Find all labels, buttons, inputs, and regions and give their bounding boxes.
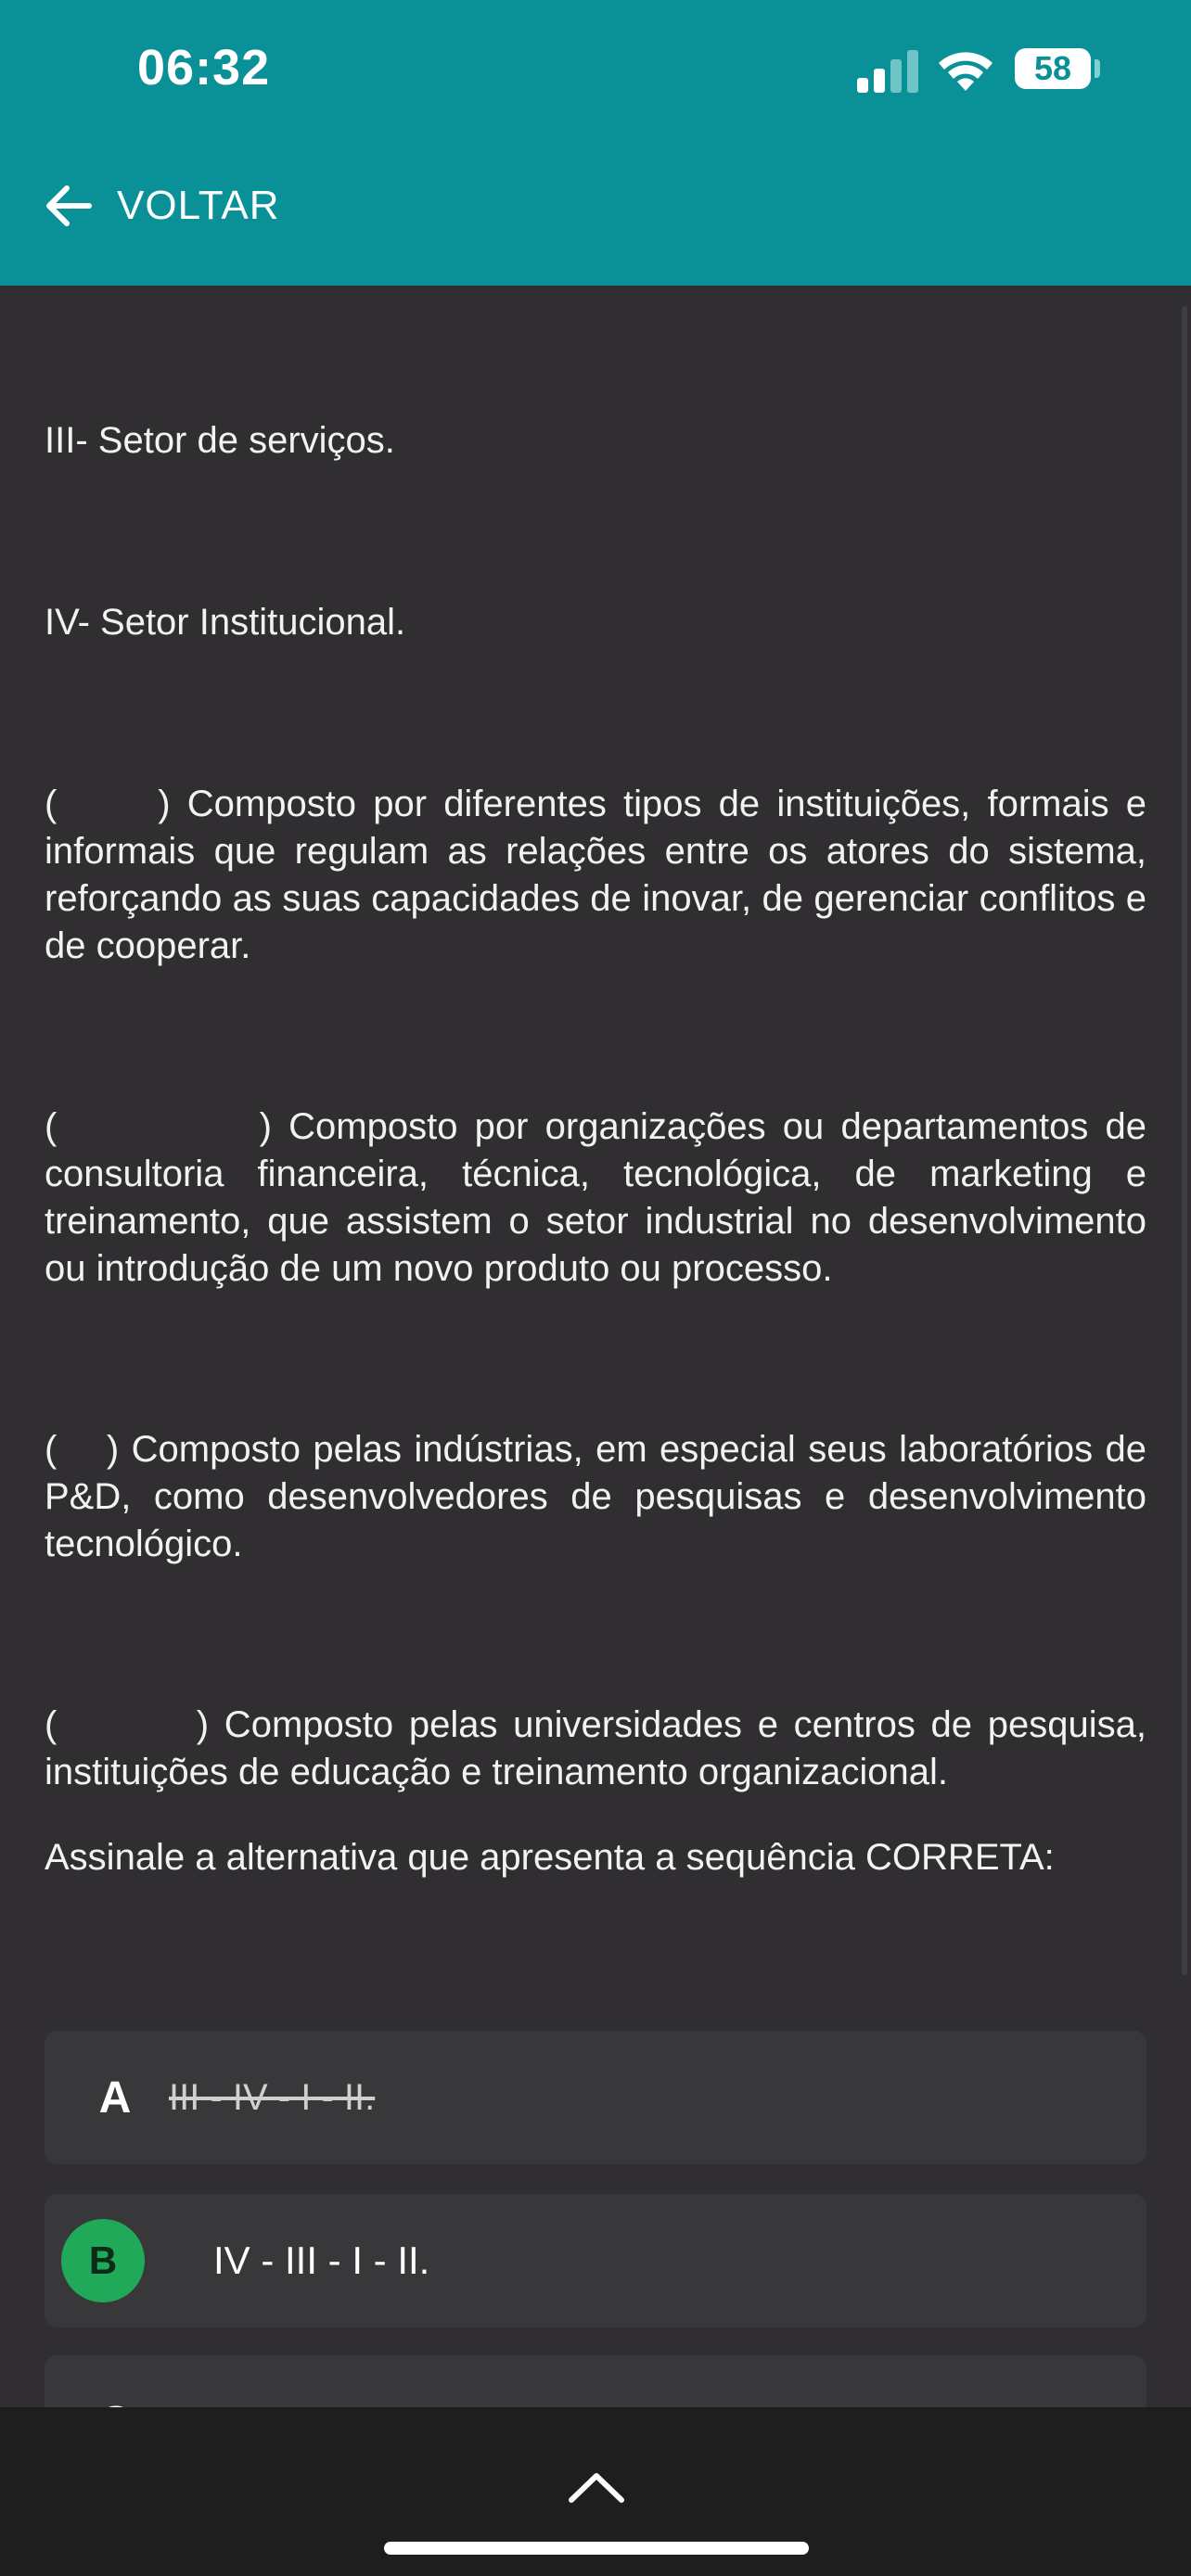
question-prompt: Assinale a alternativa que apresenta a sequência CORRETA: — [45, 1837, 1055, 1878]
option-text: III - IV - I - II. — [169, 2076, 376, 2118]
status-time: 06:32 — [137, 40, 271, 96]
back-arrow-icon — [41, 178, 96, 234]
battery-icon: 58 — [1015, 48, 1091, 89]
battery-tip — [1095, 59, 1100, 78]
app-header — [0, 0, 1191, 286]
option-b[interactable] — [45, 2194, 1146, 2327]
wifi-icon — [937, 46, 994, 93]
statement-iv: IV- Setor Institucional. — [45, 602, 406, 643]
back-button[interactable] — [41, 178, 280, 234]
back-label: VOLTAR — [117, 183, 280, 228]
chevron-up-icon[interactable] — [568, 2470, 625, 2504]
blank-item-3: ( ) Composto pelas indústrias, em especial seus laboratórios de P&D, como desenvolvedores de pesquisas e desenvolvimento tecnológico. — [45, 1429, 1158, 1564]
option-text: IV - III - I - II. — [213, 2238, 430, 2282]
scrollbar[interactable] — [1182, 306, 1187, 1975]
option-a[interactable] — [45, 2031, 1146, 2164]
option-letter: B — [88, 2238, 118, 2282]
signal-icon — [857, 50, 920, 93]
blank-item-4: ( ) Composto pelas universidades e centros de pesquisa, instituições de educação e treinamento organizacional. — [45, 1704, 1158, 1792]
home-indicator — [384, 2542, 809, 2555]
blank-item-1: ( ) Composto por diferentes tipos de instituições, formais e informais que regulam as relações entre os atores do sistema, reforçando as suas capacidades de inovar, de gerenciar conflitos e de cooperar. — [45, 784, 1158, 966]
option-letter: A — [98, 2072, 132, 2123]
statement-iii: III- Setor de serviços. — [45, 420, 395, 461]
blank-item-2: ( ) Composto por organizações ou departamentos de consultoria financeira, técnica, tecnológica, de marketing e treinamento, que assistem o setor industrial no desenvolvimento ou introdução de um novo produto ou processo. — [45, 1106, 1158, 1289]
correct-answer-badge — [61, 2219, 145, 2302]
